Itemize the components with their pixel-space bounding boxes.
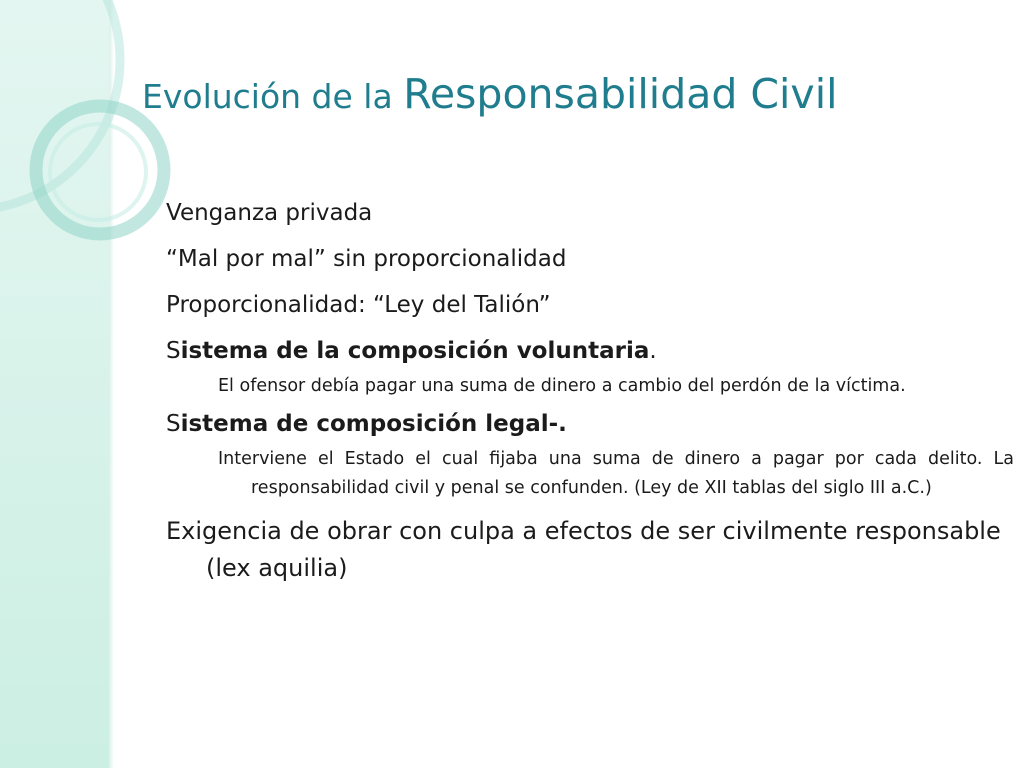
sub-bullet-voluntaria: El ofensor debía pagar una suma de dinero a cambio del perdón de la víctima. bbox=[218, 376, 906, 396]
slide-content bbox=[166, 200, 1014, 606]
bullet-4-end: . bbox=[649, 338, 657, 364]
bullet-4-bold: istema de la composición voluntaria bbox=[180, 338, 650, 364]
bullet-5-bold: istema de composición legal-. bbox=[180, 411, 567, 437]
bullet-ley-del-talion: Proporcionalidad: “Ley del Talión” bbox=[166, 292, 551, 318]
sub-bullet-legal: Interviene el Estado el cual fijaba una suma de dinero a pagar por cada delito. La responsabilidad civil y penal se confunden. (Ley de XII tablas del siglo III a.C.) bbox=[218, 449, 1014, 498]
title-part-2: Responsabilidad Civil bbox=[403, 70, 838, 118]
title-part-1: Evolución de la bbox=[142, 77, 404, 116]
bullet-composicion-legal bbox=[166, 411, 1014, 438]
slide-title bbox=[142, 70, 837, 118]
bullet-composicion-voluntaria bbox=[166, 338, 1014, 365]
bullet-exigencia-culpa: Exigencia de obrar con culpa a efectos de ser civilmente responsable (lex aquilia) bbox=[166, 517, 1001, 582]
bullet-mal-por-mal: “Mal por mal” sin proporcionalidad bbox=[166, 246, 567, 272]
bullet-venganza-privada: Venganza privada bbox=[166, 200, 373, 226]
bullet-5-initial: S bbox=[166, 411, 181, 437]
bullet-4-initial: S bbox=[166, 338, 181, 364]
